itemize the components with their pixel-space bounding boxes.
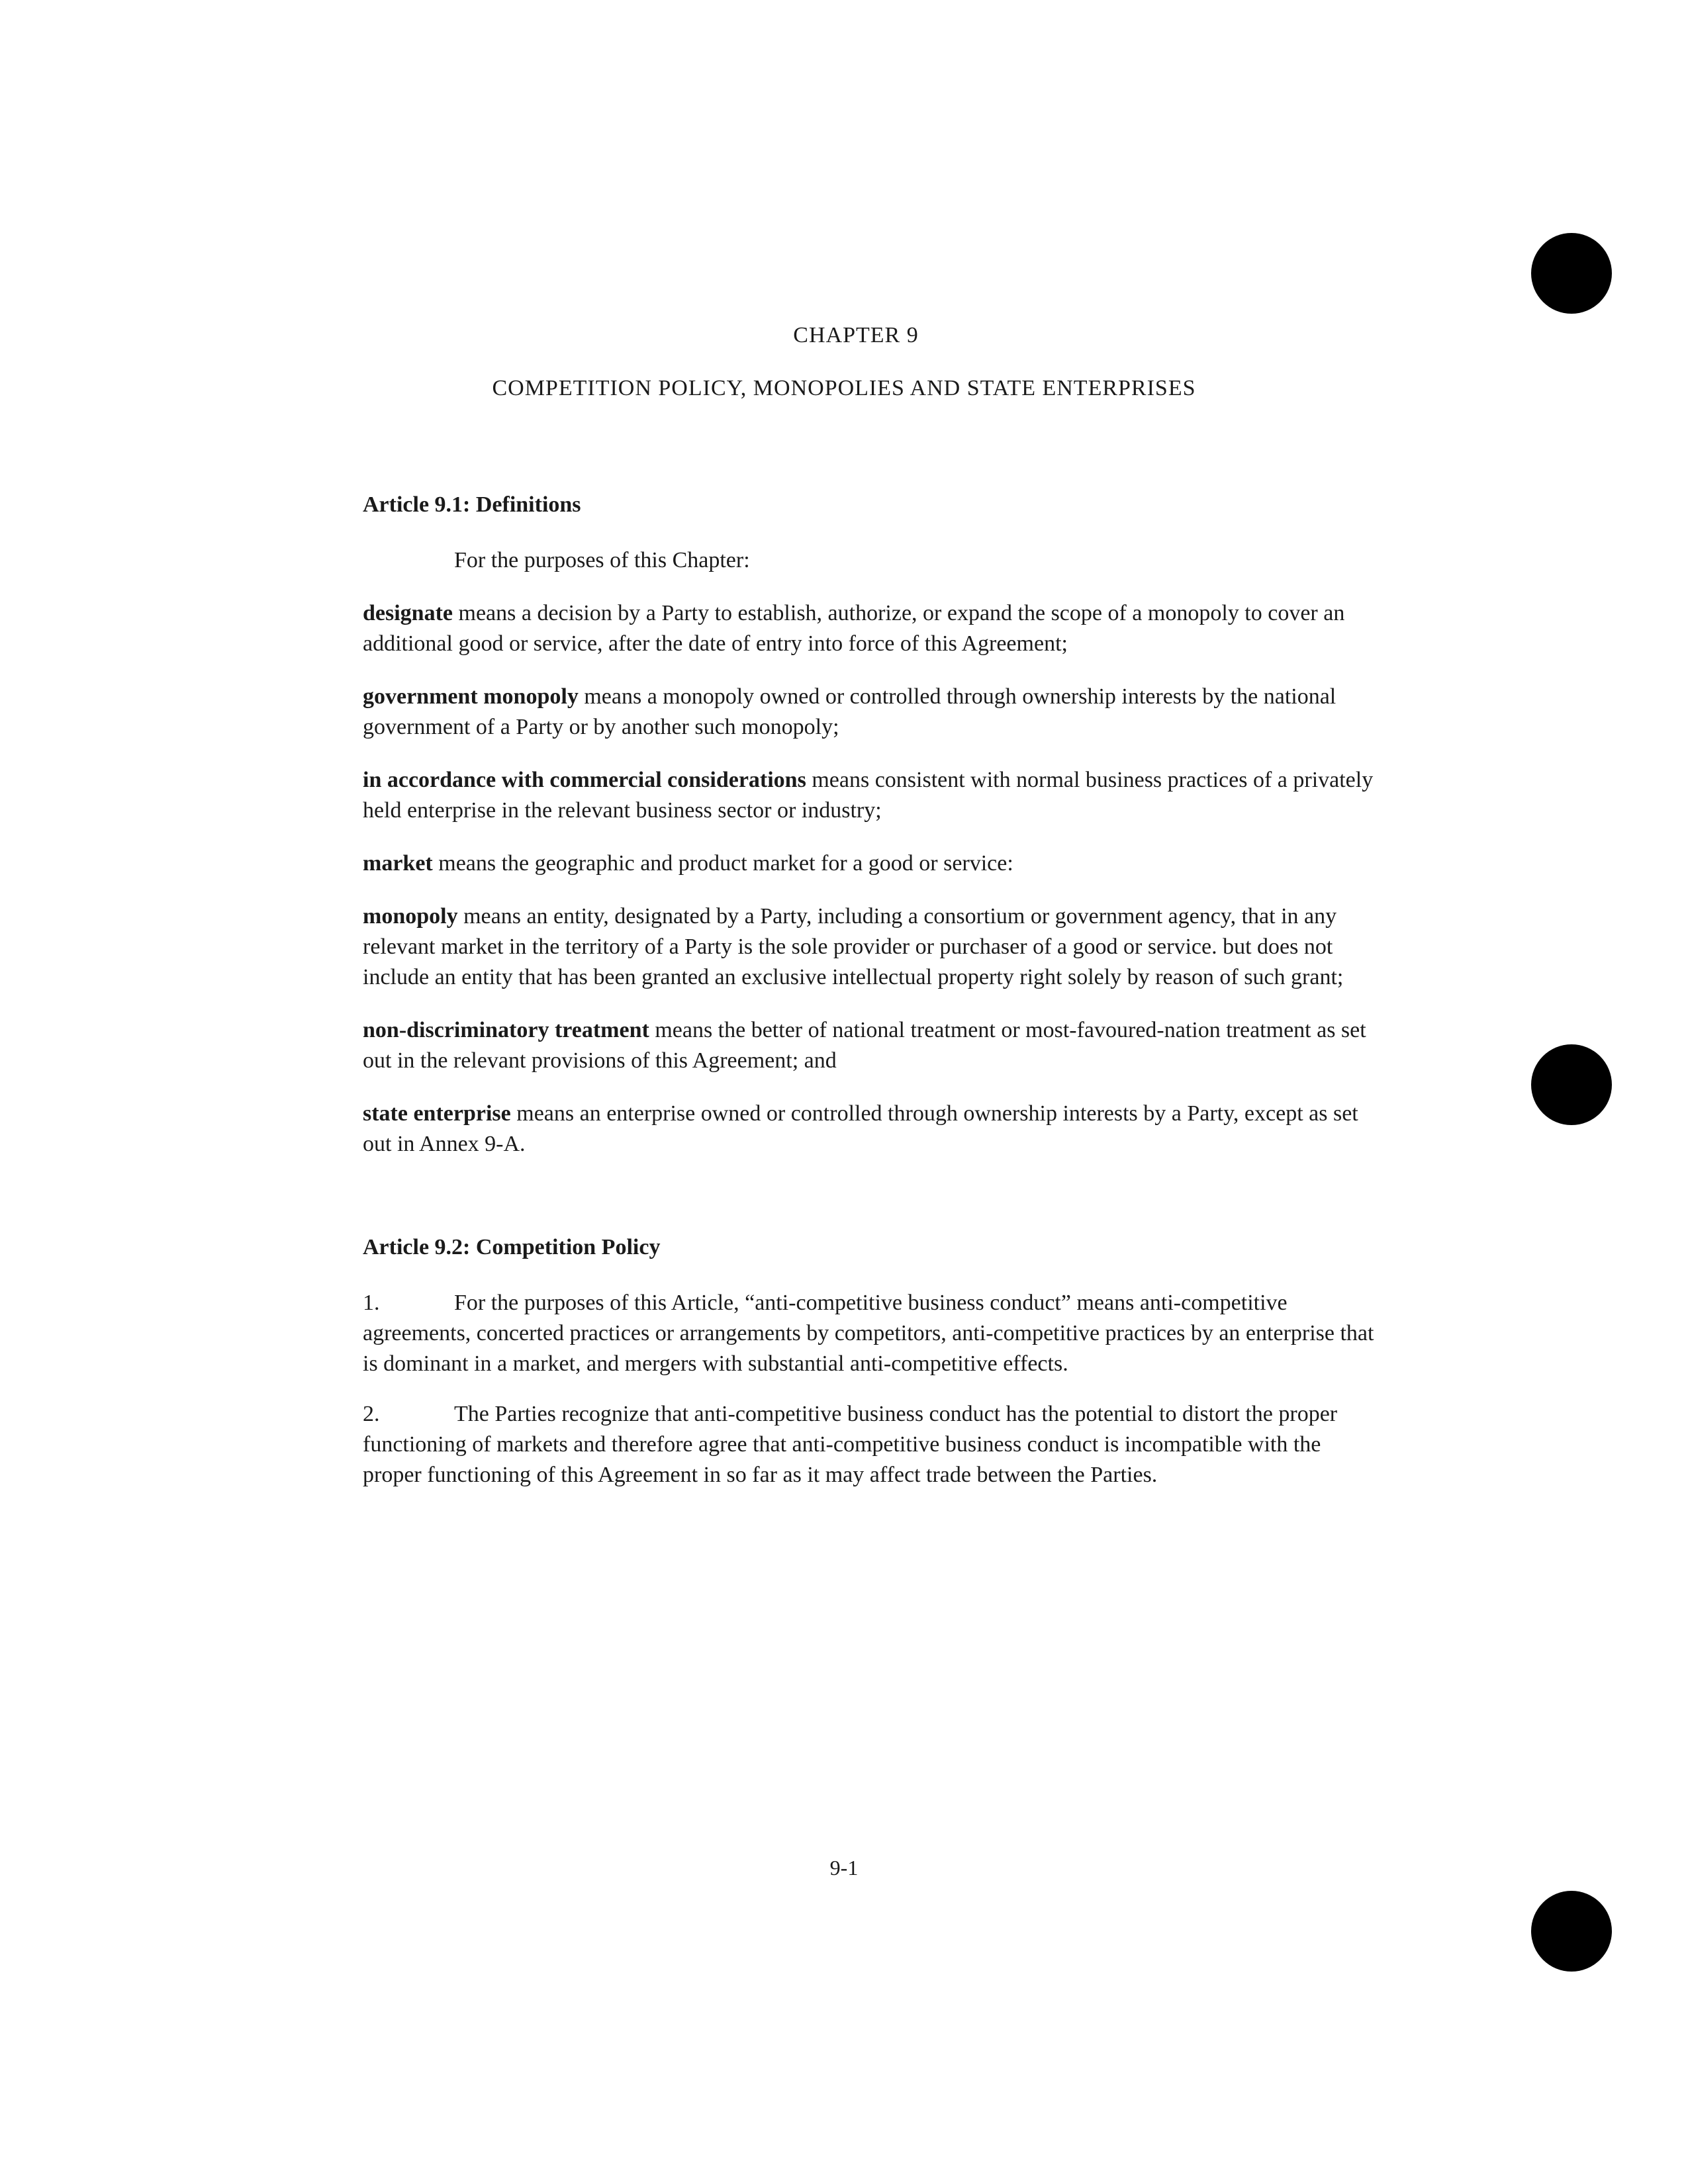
document-body xyxy=(363,490,1382,1490)
definition-text: means a decision by a Party to establish, authorize, or expand the scope of a monopoly to cover an additional good or service, after the date of entry into force of this Agreement; xyxy=(363,601,1345,656)
definition-term: designate xyxy=(363,601,453,625)
punch-hole-bottom xyxy=(1531,1891,1612,1972)
page-number: 9-1 xyxy=(829,1856,859,1880)
paragraph-number: 2. xyxy=(363,1402,380,1426)
definition-term: in accordance with commercial considerations xyxy=(363,768,806,792)
paragraph-number: 1. xyxy=(363,1291,380,1315)
definition-state-enterprise xyxy=(363,1099,1382,1160)
definition-monopoly xyxy=(363,901,1382,993)
definition-text: means an enterprise owned or controlled through ownership interests by a Party, except as set out in Annex 9-A. xyxy=(363,1101,1358,1156)
article-9-2-paragraph-1 xyxy=(363,1288,1382,1379)
definition-government-monopoly xyxy=(363,682,1382,743)
paragraph-text: For the purposes of this Article, “anti-competitive business conduct” means anti-competitive agreements, concerted practices or arrangements by competitors, anti-competitive practices by an enterprise that is dominant in a market, and mergers with substantial anti-competitive effects. xyxy=(363,1291,1374,1376)
definition-designate xyxy=(363,598,1382,659)
paragraph-text: The Parties recognize that anti-competitive business conduct has the potential to distort the proper functioning of markets and therefore agree that anti-competitive business conduct is incompatible with the proper functioning of this Agreement in so far as it may affect trade between the Parties. xyxy=(363,1402,1338,1487)
definition-term: monopoly xyxy=(363,904,458,929)
definition-text: means the geographic and product market for a good or service: xyxy=(432,851,1013,876)
definition-text: means the better of national treatment or most-favoured-nation treatment as set out in the relevant provisions of this Agreement; and xyxy=(363,1018,1366,1073)
definition-text: means an entity, designated by a Party, including a consortium or government agency, that in any relevant market in the territory of a Party is the sole provider or purchaser of a good or service. but does not include an entity that has been granted an exclusive intellectual property right solely by reason of such grant; xyxy=(363,904,1344,989)
definition-term: government monopoly xyxy=(363,684,579,709)
article-9-1-intro: For the purposes of this Chapter: xyxy=(454,548,750,572)
punch-hole-middle xyxy=(1531,1044,1612,1125)
definition-term: non-discriminatory treatment xyxy=(363,1018,649,1042)
definition-non-discriminatory-treatment xyxy=(363,1015,1382,1076)
definition-text: means a monopoly owned or controlled through ownership interests by the national government of a Party or by another such monopoly; xyxy=(363,684,1336,739)
definition-term: state enterprise xyxy=(363,1101,511,1126)
chapter-subtitle: COMPETITION POLICY, MONOPOLIES AND STATE ENTERPRISES xyxy=(492,376,1196,400)
article-9-2-heading: Article 9.2: Competition Policy xyxy=(363,1235,661,1259)
definition-text: means consistent with normal business practices of a privately held enterprise in the relevant business sector or industry; xyxy=(363,768,1374,823)
article-9-2-paragraph-2 xyxy=(363,1399,1382,1490)
chapter-title: CHAPTER 9 xyxy=(793,323,919,347)
definition-market xyxy=(363,848,1382,879)
definition-commercial-considerations xyxy=(363,765,1382,826)
punch-hole-top xyxy=(1531,233,1612,314)
article-9-1-heading: Article 9.1: Definitions xyxy=(363,492,581,517)
definition-term: market xyxy=(363,851,433,876)
